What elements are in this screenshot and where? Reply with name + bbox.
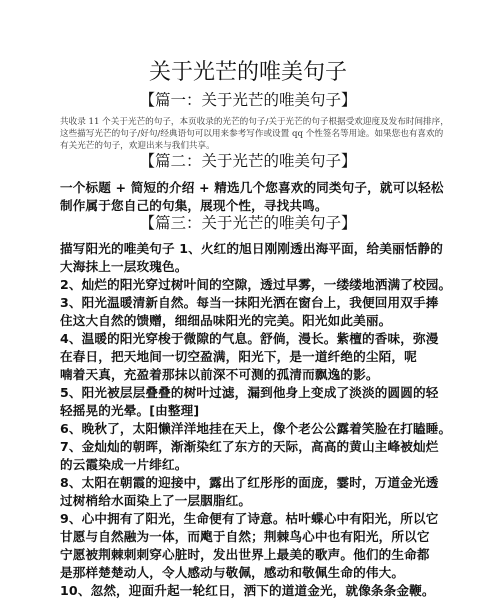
list-line: 6、晚秋了，太阳懒洋洋地挂在天上，像个老公公露着笑脸在打瞌睡。 (60, 421, 452, 436)
intro-line: 这些描写光芒的句子/好句/经典语句可以用来参考写作或设置 qq 个性签名等用途。如果您也有喜欢的 (60, 129, 444, 139)
section-2-heading: 【篇二：关于光芒的唯美句子】 (139, 152, 357, 170)
intro-line: 共收录 11 个关于光芒的句子，本页收录的光芒的句子/关于光芒的句子根据受欢迎度及发布时间排序， (60, 117, 449, 127)
page-title: 关于光芒的唯美句子 (148, 60, 347, 85)
section-3-list (60, 240, 452, 600)
list-line: 甘愿与自然融为一体，而飑于自然；荆棘鸟心中也有阳光，所以它 (60, 529, 430, 544)
list-line: 5、阳光被层层叠叠的树叶过滤，漏到他身上变成了淡淡的圆圆的轻 (60, 385, 439, 400)
list-line: 宁愿被荆棘刺刺穿心脏时，发出世界上最美的歌声。他们的生命都 (60, 547, 430, 562)
list-line: 住这大自然的馈赠，细细品味阳光的完美。阳光如此美丽。 (60, 313, 392, 328)
list-line: 的云霞染成一片绯红。 (60, 457, 188, 472)
section-1-heading: 【篇一：关于光芒的唯美句子】 (139, 91, 357, 109)
section-2-line: 制作属于您自己的句集，展现个性，寻找共鸣。 (60, 198, 328, 213)
list-line: 8、太阳在朝霞的迎接中，露出了红彤彤的面庞，霎时，万道金光透 (60, 475, 439, 490)
list-line: 大海抹上一层玫瑰色。 (60, 259, 188, 274)
list-line: 7、金灿灿的朝晖，渐渐染红了东方的天际，高高的黄山主峰被灿烂 (60, 439, 439, 454)
list-line: 4、温暖的阳光穿梭于微隙的气息。舒倘，漫长。紫檀的香味，弥漫 (60, 331, 439, 346)
list-line: 描写阳光的唯美句子 1、火红的旭日刚刚透出海平面，给美丽恬静的 (60, 241, 444, 256)
list-line: 在春日，把天地间一切空盈满，阳光下，是一道纤绝的尘陌，呢 (60, 349, 417, 364)
section-2-paragraph (60, 179, 450, 215)
list-line: 喃着天真，充盈着那抹以前深不可测的孤清而飘逸的影。 (60, 367, 379, 382)
intro-paragraph (60, 116, 450, 152)
section-3-heading: 【篇三：关于光芒的唯美句子】 (139, 214, 357, 232)
intro-line: 有关光芒的句子，欢迎出来与我们共享。 (60, 141, 215, 151)
list-line: 2、灿烂的阳光穿过树叶间的空隙，透过早雾，一缕缕地洒满了校园。 (60, 277, 452, 292)
list-line: 过树梢给水面染上了一层胭脂红。 (60, 493, 252, 508)
list-line: 是那样楚楚动人，令人感动与敬佩，感动和敬佩生命的伟大。 (60, 565, 405, 580)
list-line: 3、阳光温暖清新自然。每当一抹阳光洒在窗台上，我便回用双手捧 (60, 295, 439, 310)
list-line: 轻摇晃的光晕。[由整理] (60, 403, 200, 418)
list-line: 10、忽然，迎面升起一轮红日，洒下的道道金光，就像条条金鞭。 (60, 583, 435, 598)
section-2-line: 一个标题 + 简短的介绍 + 精选几个您喜欢的同类句子，就可以轻松 (60, 180, 444, 195)
list-line: 9、心中拥有了阳光，生命便有了诗意。枯叶蝶心中有阳光，所以它 (60, 511, 439, 526)
